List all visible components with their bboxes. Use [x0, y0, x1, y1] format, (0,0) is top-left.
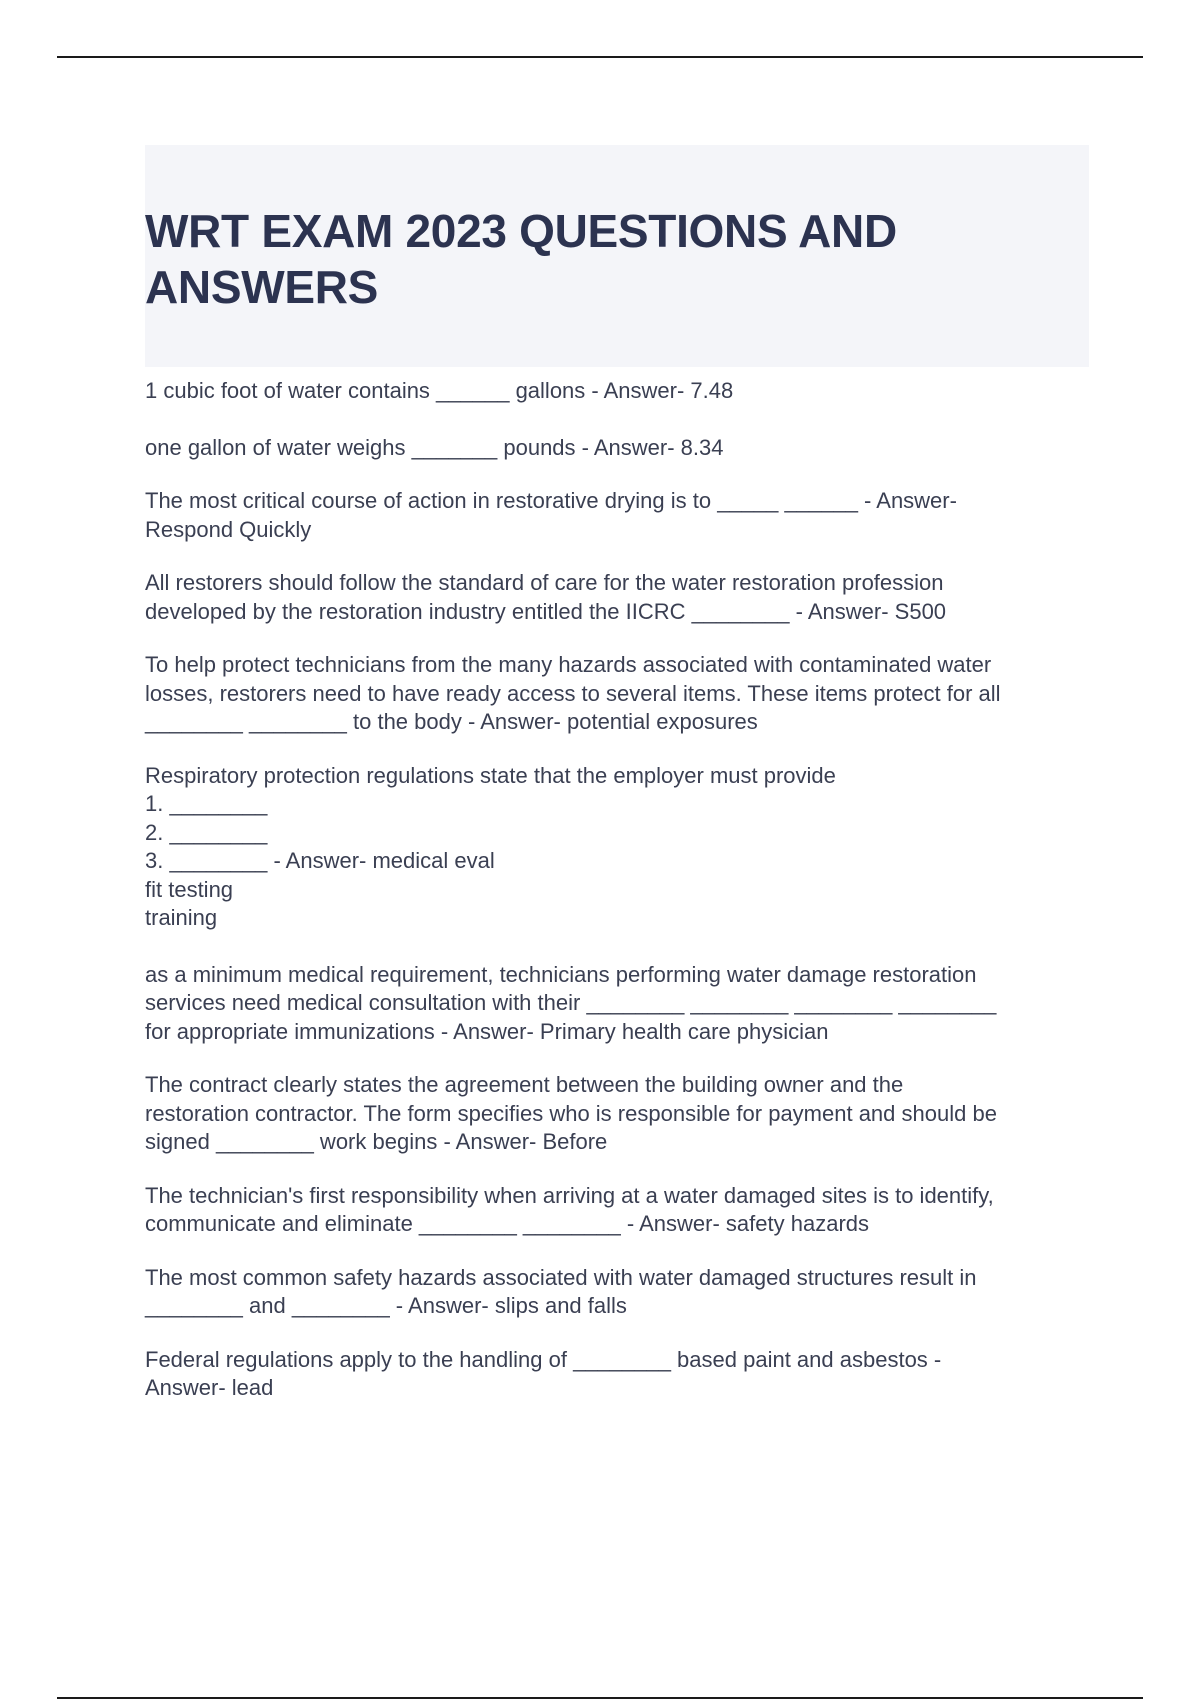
qa-line: The technician's first responsibility when arriving at a water damaged sites is to identify, [145, 1182, 994, 1208]
qa-item [145, 569, 1089, 626]
qa-item [145, 762, 1089, 933]
qa-line: one gallon of water weighs _______ pounds - Answer- 8.34 [145, 434, 724, 460]
qa-line: Respiratory protection regulations state that the employer must provide [145, 762, 836, 788]
qa-line: ________ and ________ - Answer- slips and falls [145, 1293, 627, 1318]
qa-item [145, 1071, 1089, 1157]
qa-line: training [145, 905, 218, 930]
qa-line: To help protect technicians from the many hazards associated with contaminated water [145, 652, 992, 677]
qa-item [145, 651, 1089, 737]
qa-line: as a minimum medical requirement, technicians performing water damage restoration [145, 961, 977, 987]
qa-line: 1. ________ [145, 791, 268, 816]
qa-item [145, 1264, 1089, 1321]
bottom-rule [57, 1697, 1143, 1699]
qa-item [145, 961, 1089, 1047]
qa-line: ________ ________ to the body - Answer- potential exposures [145, 709, 758, 734]
qa-line: The most critical course of action in restorative drying is to _____ ______ - Answer- [145, 488, 957, 513]
qa-line: The contract clearly states the agreement between the building owner and the [145, 1072, 904, 1097]
top-rule [57, 56, 1143, 58]
qa-line: restoration contractor. The form specifies who is responsible for payment and should be [145, 1100, 997, 1126]
qa-line: losses, restorers need to have ready access to several items. These items protect for all [145, 680, 1001, 706]
qa-list [145, 377, 1089, 1403]
qa-line: Answer- lead [145, 1375, 274, 1400]
qa-item [145, 434, 1089, 463]
qa-line: 1 cubic foot of water contains ______ gallons - Answer- 7.48 [145, 378, 734, 403]
qa-line: services need medical consultation with their ________ ________ ________ ________ [145, 990, 997, 1015]
qa-line: All restorers should follow the standard of care for the water restoration profession [145, 570, 944, 595]
qa-line: Respond Quickly [145, 516, 312, 542]
qa-item [145, 1182, 1089, 1239]
qa-line: signed ________ work begins - Answer- Before [145, 1129, 608, 1154]
qa-item [145, 1346, 1089, 1403]
qa-line: 2. ________ [145, 819, 268, 845]
qa-line: Federal regulations apply to the handling of ________ based paint and asbestos - [145, 1346, 942, 1372]
qa-line: The most common safety hazards associated with water damaged structures result in [145, 1264, 977, 1290]
title-block [145, 145, 1089, 367]
qa-item [145, 487, 1089, 544]
qa-item [145, 377, 1089, 406]
qa-line: 3. ________ - Answer- medical eval [145, 848, 495, 873]
qa-line: fit testing [145, 876, 234, 902]
qa-line: for appropriate immunizations - Answer- Primary health care physician [145, 1018, 829, 1044]
qa-line: communicate and eliminate ________ ________ - Answer- safety hazards [145, 1211, 870, 1236]
page-title: WRT EXAM 2023 QUESTIONS AND ANSWERS [145, 205, 897, 313]
document-body [145, 145, 1089, 1403]
qa-line: developed by the restoration industry entitled the IICRC ________ - Answer- S500 [145, 598, 947, 624]
